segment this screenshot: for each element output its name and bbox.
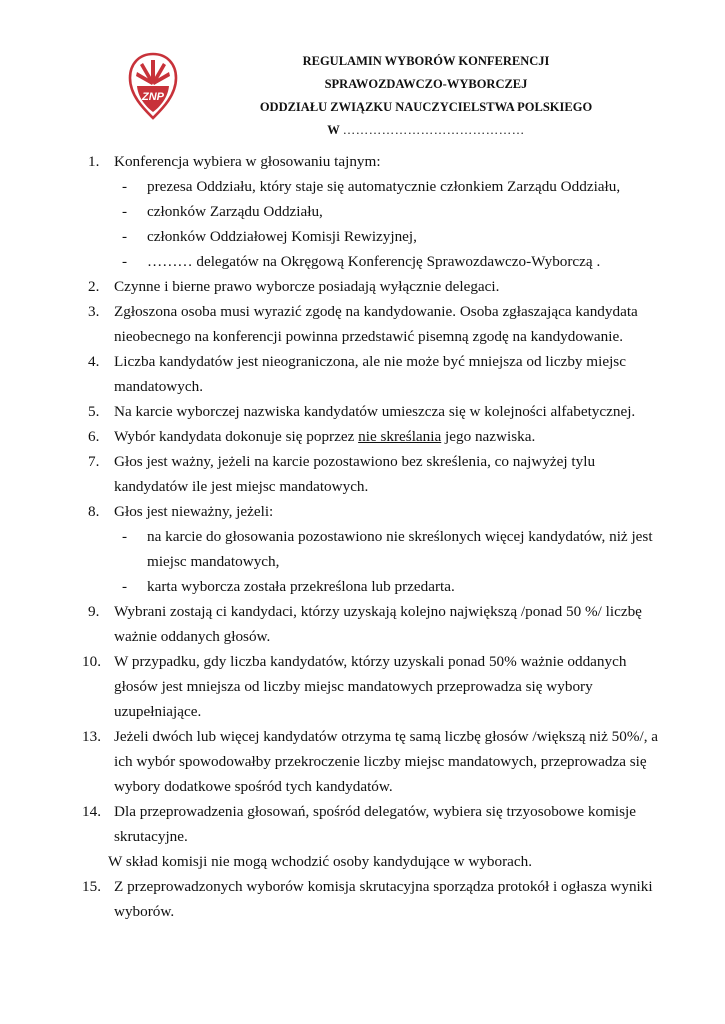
- item-text: Wybrani zostają ci kandydaci, którzy uzyskają kolejno największą /ponad 50 %/ liczbę ważnie oddanych głosów.: [114, 603, 642, 645]
- item-number: 15.: [82, 878, 101, 895]
- znp-logo: [128, 52, 178, 120]
- item-number: 14.: [82, 803, 101, 820]
- item-text: Konferencja wybiera w głosowaniu tajnym:: [114, 153, 381, 170]
- item-text: Głos jest ważny, jeżeli na karcie pozostawiono bez skreślenia, co najwyżej tylu kandydatów ile jest miejsc mandatowych.: [114, 453, 596, 495]
- item-number: 6.: [88, 428, 100, 445]
- list-item-9: [88, 599, 668, 649]
- document-header: [186, 50, 666, 142]
- paragraph-note: [88, 849, 668, 874]
- dash-bullet: -: [122, 578, 128, 595]
- sub-item-text: prezesa Oddziału, który staje się automatycznie członkiem Zarządu Oddziału,: [147, 178, 621, 195]
- item-text-before: Wybór kandydata dokonuje się poprzez: [114, 428, 359, 445]
- item-text: Czynne i bierne prawo wyborcze posiadają wyłącznie delegaci.: [114, 278, 500, 295]
- item-text-underlined: nie skreślania: [358, 428, 442, 445]
- sub-item: [88, 199, 668, 224]
- item-number: 8.: [88, 503, 100, 520]
- sub-item: [88, 224, 668, 249]
- item-number: 5.: [88, 403, 100, 420]
- list-item-8: [88, 499, 668, 524]
- sub-item-text: karta wyborcza została przekreślona lub przedarta.: [147, 578, 455, 595]
- logo-text: ZNP: [142, 91, 164, 103]
- sub-item-text: członków Oddziałowej Komisji Rewizyjnej,: [147, 228, 417, 245]
- item-text: W skład komisji nie mogą wchodzić osoby kandydujące w wyborach.: [108, 853, 533, 870]
- location-placeholder: ……………………………………: [342, 123, 525, 137]
- item-number: 3.: [88, 303, 100, 320]
- item-text: Na karcie wyborczej nazwiska kandydatów umieszcza się w kolejności alfabetycznej.: [114, 403, 636, 420]
- regulation-list: [82, 149, 668, 924]
- list-item-10: [82, 649, 668, 724]
- item-text: Zgłoszona osoba musi wyrazić zgodę na kandydowanie. Osoba zgłaszająca kandydata nieobecnego na konferencji powinna przedstawić pisemną zgodę na kandydowanie.: [114, 303, 638, 345]
- item-text-after: jego nazwiska.: [441, 428, 536, 445]
- item-text: Liczba kandydatów jest nieograniczona, ale nie może być mniejsza od liczby miejsc mandatowych.: [114, 353, 626, 395]
- sub-item: [88, 174, 668, 199]
- item-number: 13.: [82, 728, 101, 745]
- title-line-1: REGULAMIN WYBORÓW KONFERENCJI: [302, 54, 550, 68]
- list-item-6: [88, 424, 668, 449]
- list-item-13: [82, 724, 668, 799]
- item-number: 9.: [88, 603, 100, 620]
- list-item-14: [82, 799, 668, 849]
- item-text: Dla przeprowadzenia głosowań, spośród delegatów, wybiera się trzyosobowe komisje skrutacyjne.: [114, 803, 636, 845]
- sub-item-text: ……… delegatów na Okręgową Konferencję Sprawozdawczo-Wyborczą .: [147, 253, 601, 270]
- dash-bullet: -: [122, 528, 128, 545]
- title-line-4: [186, 119, 666, 142]
- list-item-3: [88, 299, 668, 349]
- item-number: 10.: [82, 653, 101, 670]
- list-item-1: [88, 149, 668, 174]
- list-item-4: [88, 349, 668, 399]
- list-item-7: [88, 449, 668, 499]
- dash-bullet: -: [122, 253, 128, 270]
- title-line-3: ODDZIAŁU ZWIĄZKU NAUCZYCIELSTWA POLSKIEGO: [259, 100, 593, 114]
- list-item-5: [88, 399, 668, 424]
- sub-item-text: na karcie do głosowania pozostawiono nie skreślonych więcej kandydatów, niż jest miejsc mandatowych,: [147, 528, 653, 570]
- list-item-15: [82, 874, 668, 924]
- item-text: W przypadku, gdy liczba kandydatów, którzy uzyskali ponad 50% ważnie oddanych głosów jest mniejsza od liczby miejsc mandatowych przeprowadza się wybory uzupełniające.: [114, 653, 627, 720]
- dash-bullet: -: [122, 203, 128, 220]
- dash-bullet: -: [122, 178, 128, 195]
- sub-item: [88, 249, 668, 274]
- item-number: 2.: [88, 278, 100, 295]
- sub-item: [88, 524, 668, 574]
- item-number: 4.: [88, 353, 100, 370]
- item-text: Jeżeli dwóch lub więcej kandydatów otrzyma tę samą liczbę głosów /większą niż 50%/, a ich wybór spowodowałby przekroczenie liczby miejsc mandatowych, przeprowadza się wybory dodatkowe spośród tych kandydatów.: [114, 728, 659, 795]
- list-item-2: [88, 274, 668, 299]
- item-number: 7.: [88, 453, 100, 470]
- sub-item: [88, 574, 668, 599]
- location-prefix: W: [327, 123, 340, 137]
- item-text: Głos jest nieważny, jeżeli:: [114, 503, 274, 520]
- sub-item-text: członków Zarządu Oddziału,: [147, 203, 323, 220]
- item-number: 1.: [88, 153, 100, 170]
- item-text: Z przeprowadzonych wyborów komisja skrutacyjna sporządza protokół i ogłasza wyniki wyborów.: [114, 878, 653, 920]
- title-line-2: SPRAWOZDAWCZO-WYBORCZEJ: [324, 77, 528, 91]
- dash-bullet: -: [122, 228, 128, 245]
